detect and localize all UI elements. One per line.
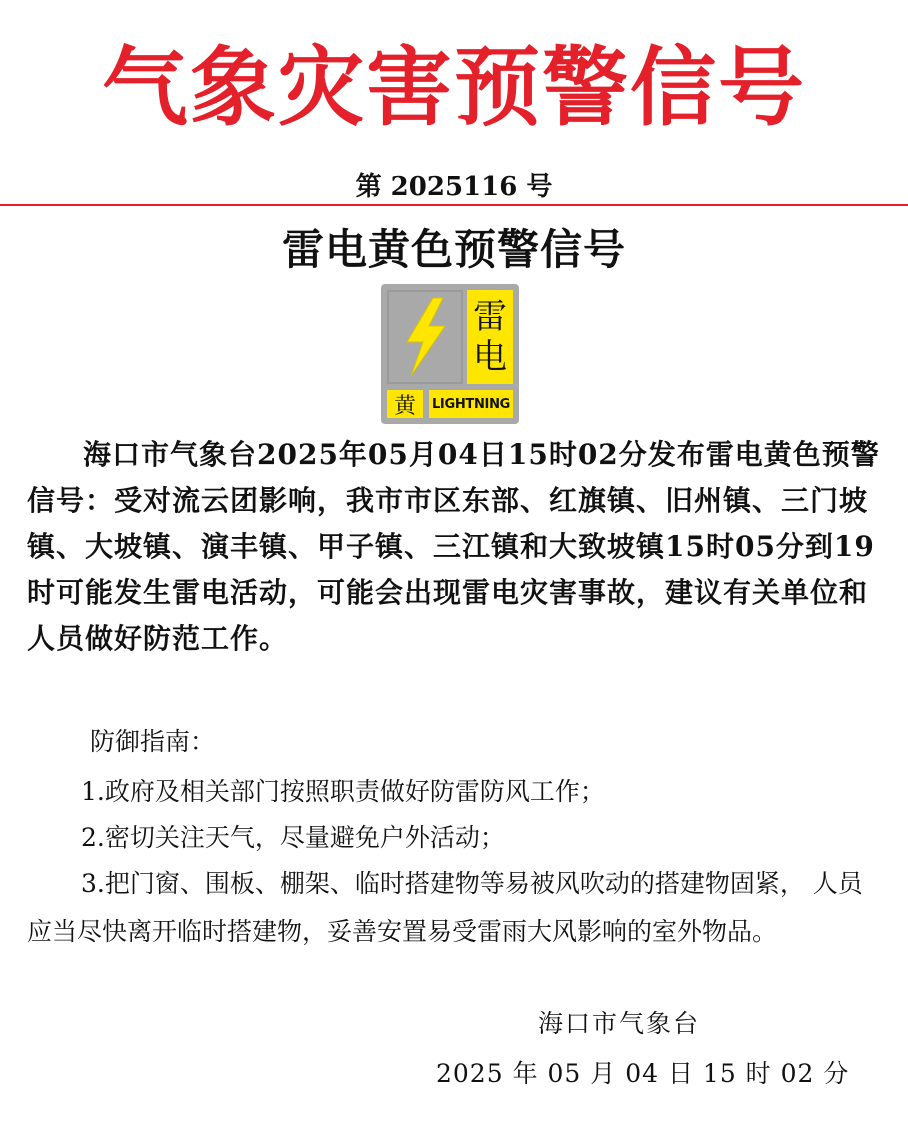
- defense-guide-item-1: 1.政府及相关部门按照职责做好防雷防风工作；: [81, 777, 605, 806]
- signal-type-chars: [467, 290, 513, 384]
- defense-guide-item-2: 2.密切关注天气，尽量避免户外活动；: [81, 823, 505, 852]
- warning-title: 雷电黄色预警信号: [281, 225, 626, 274]
- document-number: 第 2025116 号: [355, 172, 553, 202]
- lightning-bolt-icon: [387, 290, 463, 384]
- signal-english-label: LIGHTNING: [429, 390, 513, 418]
- signal-char-bottom: 电: [473, 337, 507, 377]
- defense-guide-item-3: 3.把门窗、围板、棚架、临时搭建物等易被风吹动的搭建物固紧， 人员应当尽快离开临时搭建物，妥善安置易受雷雨大风影响的室外物品。: [27, 869, 863, 946]
- defense-guide-title: 防御指南：: [90, 727, 216, 756]
- issuer-signature: 海口市气象台: [538, 1009, 701, 1038]
- lightning-yellow-signal-icon: [381, 284, 519, 424]
- document-header-title: 气象灾害预警信号: [102, 38, 806, 138]
- warning-body-paragraph: 海口市气象台2025年05月04日15时02分发布雷电黄色预警信号：受对流云团影响，我市市区东部、红旗镇、旧州镇、三门坡镇、大坡镇、演丰镇、甲子镇、三江镇和大致坡镇15时05分到19时可能发生雷电活动，可能会出现雷电灾害事故，建议有关单位和人员做好防范工作。: [27, 438, 880, 655]
- header-divider: [0, 204, 908, 206]
- issue-datetime: 2025 年 05 月 04 日 15 时 02 分: [436, 1059, 850, 1088]
- signal-level-char: 黄: [387, 390, 423, 418]
- signal-char-top: 雷: [473, 297, 507, 337]
- lightning-bolt-svg: [389, 292, 461, 382]
